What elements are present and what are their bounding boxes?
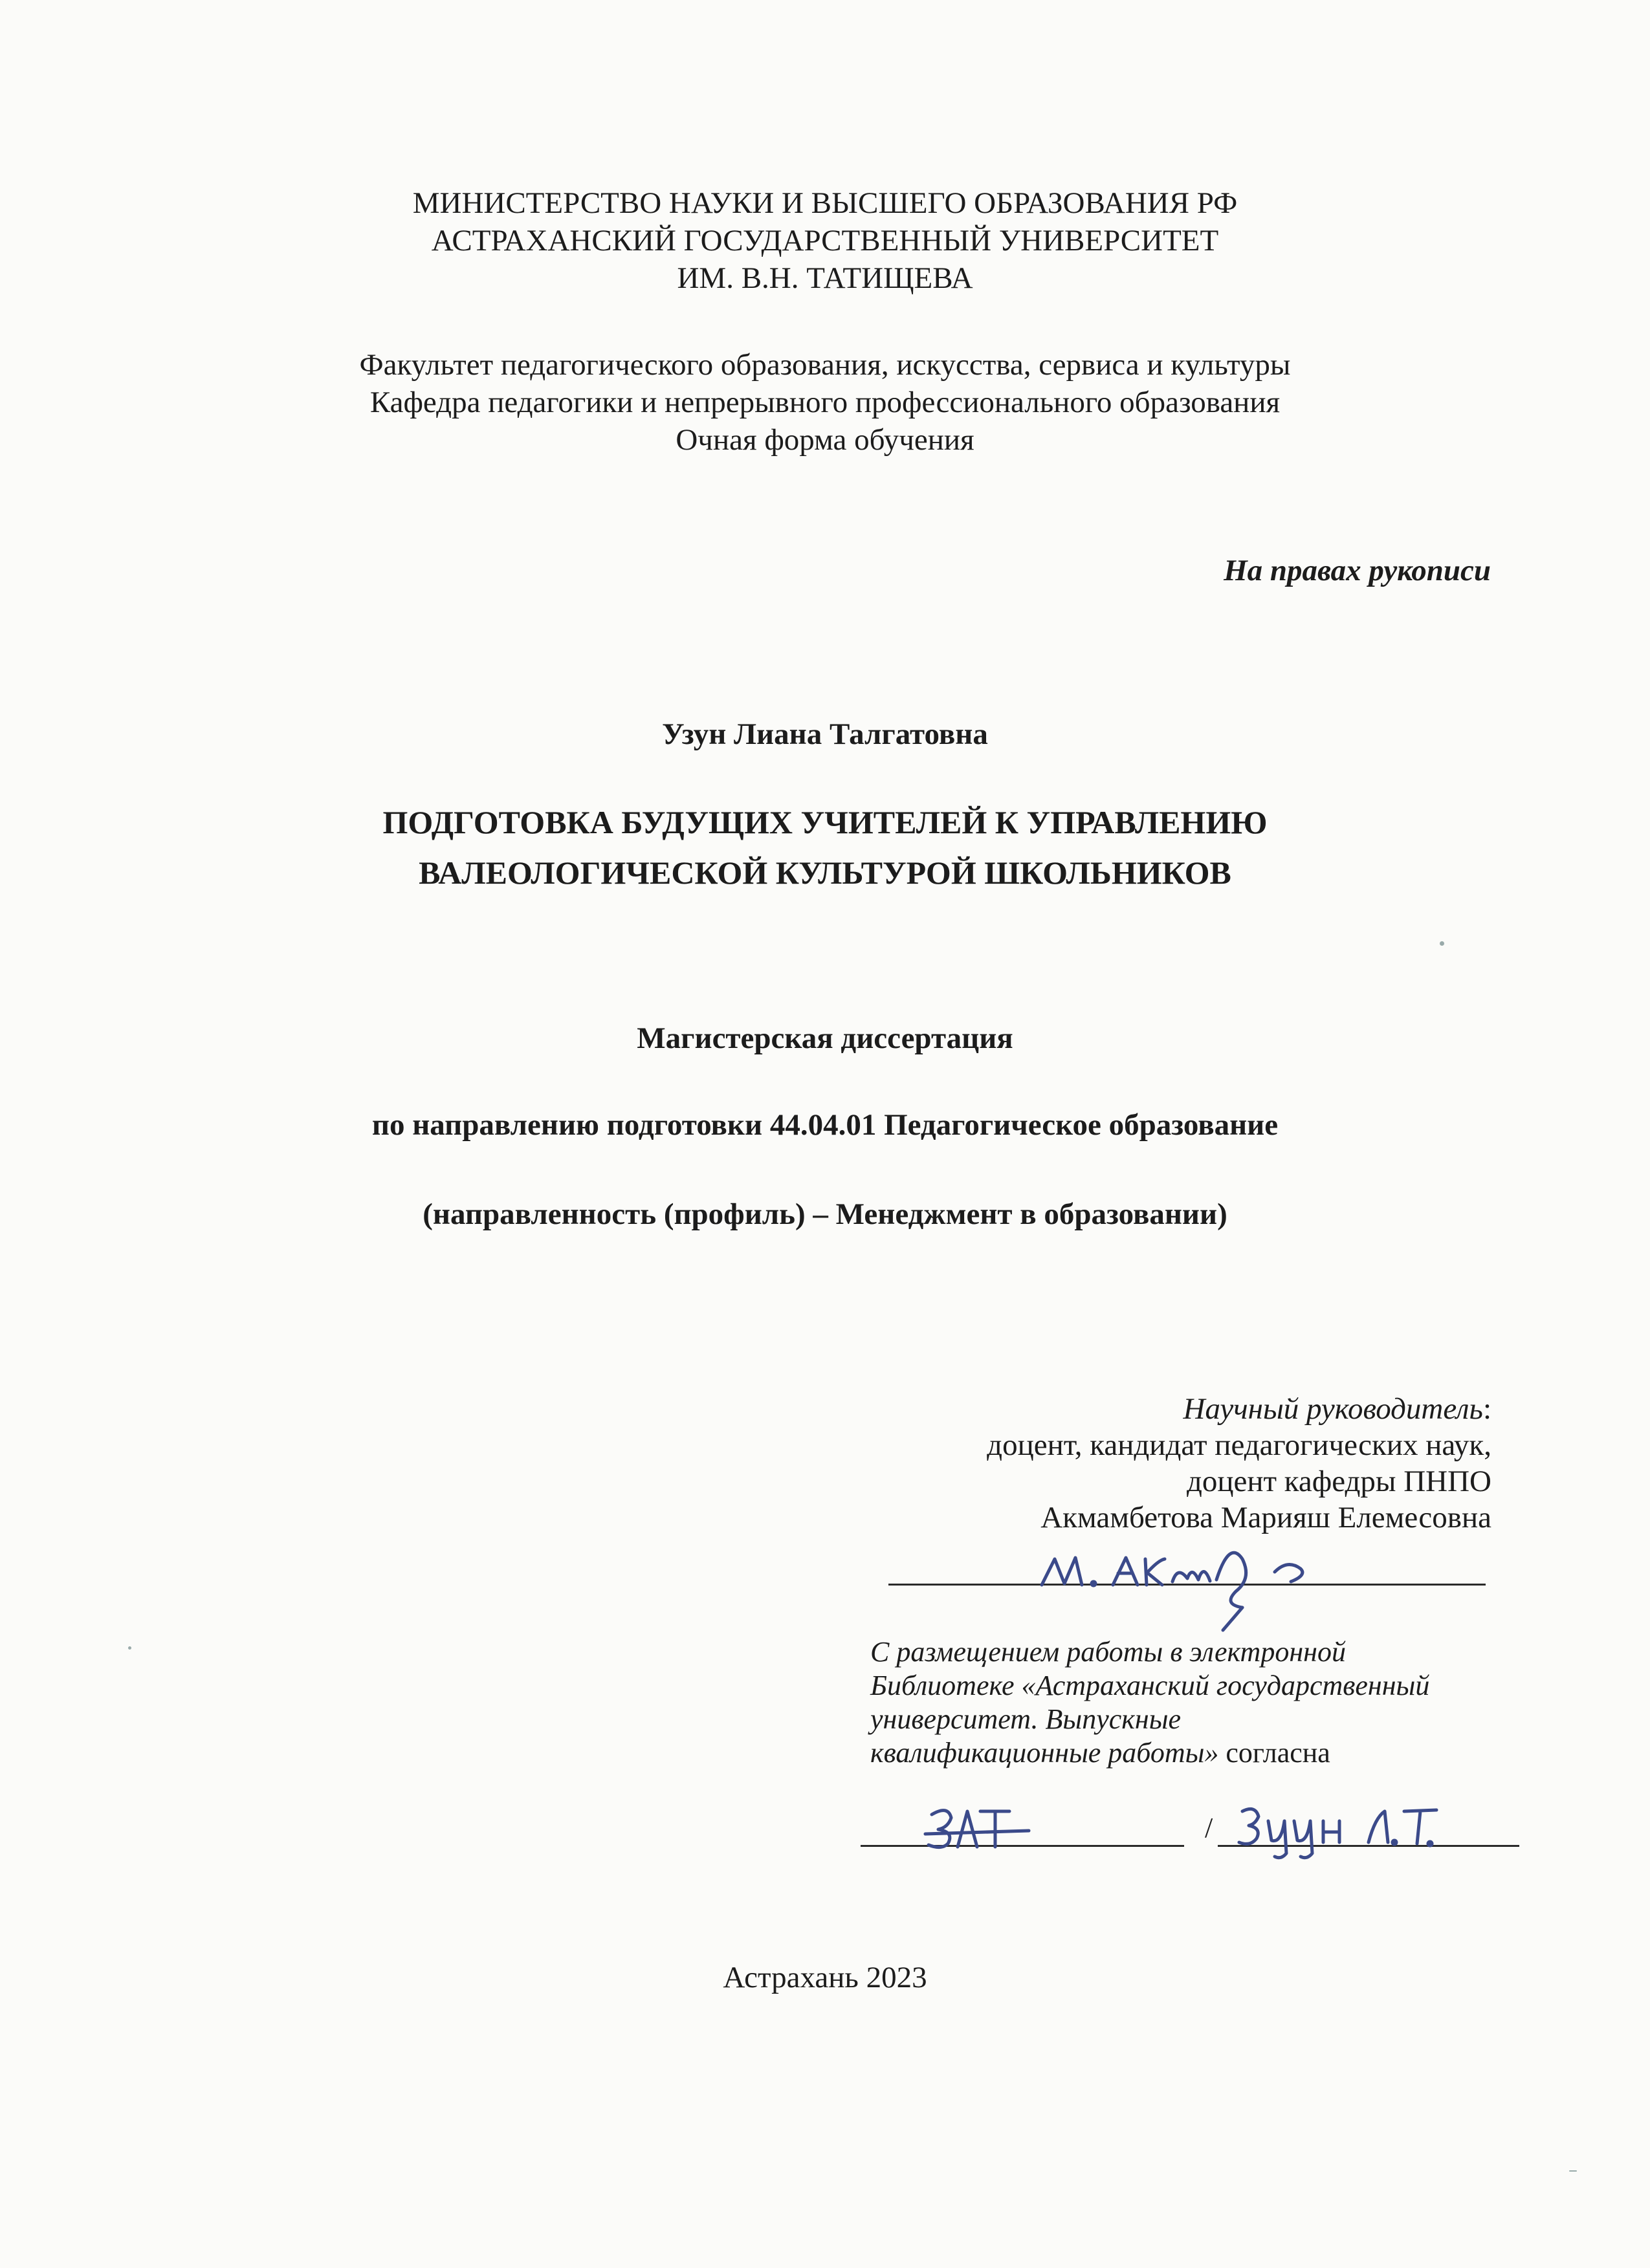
student-initials-signature (919, 1798, 1048, 1857)
study-direction: по направлению подготовки 44.04.01 Педагогическое образование (371, 1108, 1279, 1142)
university-line: АСТРАХАНСКИЙ ГОСУДАРСТВЕННЫЙ УНИВЕРСИТЕТ (431, 224, 1219, 257)
scan-speck (1440, 941, 1444, 946)
study-form-line: Очная форма обучения (676, 423, 974, 457)
supervisor-role-colon: : (1482, 1392, 1491, 1426)
thesis-title-line: ВАЛЕОЛОГИЧЕСКОЙ КУЛЬТУРОЙ ШКОЛЬНИКОВ (419, 855, 1231, 891)
student-name-signature (1229, 1792, 1462, 1863)
scan-speck (128, 1646, 131, 1650)
city-year: Астрахань 2023 (723, 1961, 927, 1994)
scan-speck (1569, 2170, 1577, 2172)
thesis-title-line: ПОДГОТОВКА БУДУЩИХ УЧИТЕЛЕЙ К УПРАВЛЕНИЮ (382, 804, 1268, 840)
university-name-line: ИМ. В.Н. ТАТИЩЕВА (677, 261, 973, 295)
library-consent-block (870, 1635, 1429, 1770)
ministry-line: МИНИСТЕРСТВО НАУКИ И ВЫСШЕГО ОБРАЗОВАНИЯ РФ (412, 186, 1238, 220)
department-line: Кафедра педагогики и непрерывного профессионального образования (369, 386, 1281, 419)
manuscript-note: На правах рукописи (1224, 554, 1491, 587)
author-name: Узун Лиана Талгатовна (662, 717, 988, 751)
work-type: Магистерская диссертация (637, 1021, 1013, 1055)
consent-line-last (870, 1736, 1429, 1770)
supervisor-degree: доцент, кандидат педагогических наук, (987, 1428, 1491, 1462)
supervisor-role: Научный руководитель (1183, 1392, 1483, 1426)
consent-line: Библиотеке «Астраханский государственный (870, 1670, 1430, 1701)
consent-italic-text: квалификационные работы» (870, 1737, 1219, 1769)
thesis-title (0, 797, 1650, 898)
study-profile: (направленность (профиль) – Менеджмент в образовании) (423, 1197, 1227, 1231)
supervisor-name: Акмамбетова Марияш Елемесовна (1040, 1501, 1491, 1534)
faculty-line: Факультет педагогического образования, искусства, сервиса и культуры (359, 348, 1291, 382)
ministry-header (0, 184, 1650, 297)
supervisor-position: доцент кафедры ПНПО (1186, 1465, 1491, 1498)
consent-agree-word: согласна (1218, 1737, 1330, 1769)
signature-separator: / (1205, 1812, 1213, 1844)
faculty-block (0, 346, 1650, 459)
consent-line: С размещением работы в электронной (870, 1636, 1346, 1668)
consent-line: университет. Выпускные (870, 1703, 1182, 1735)
supervisor-role-line (987, 1391, 1491, 1427)
supervisor-block (987, 1391, 1491, 1536)
supervisor-signature (1029, 1533, 1339, 1637)
